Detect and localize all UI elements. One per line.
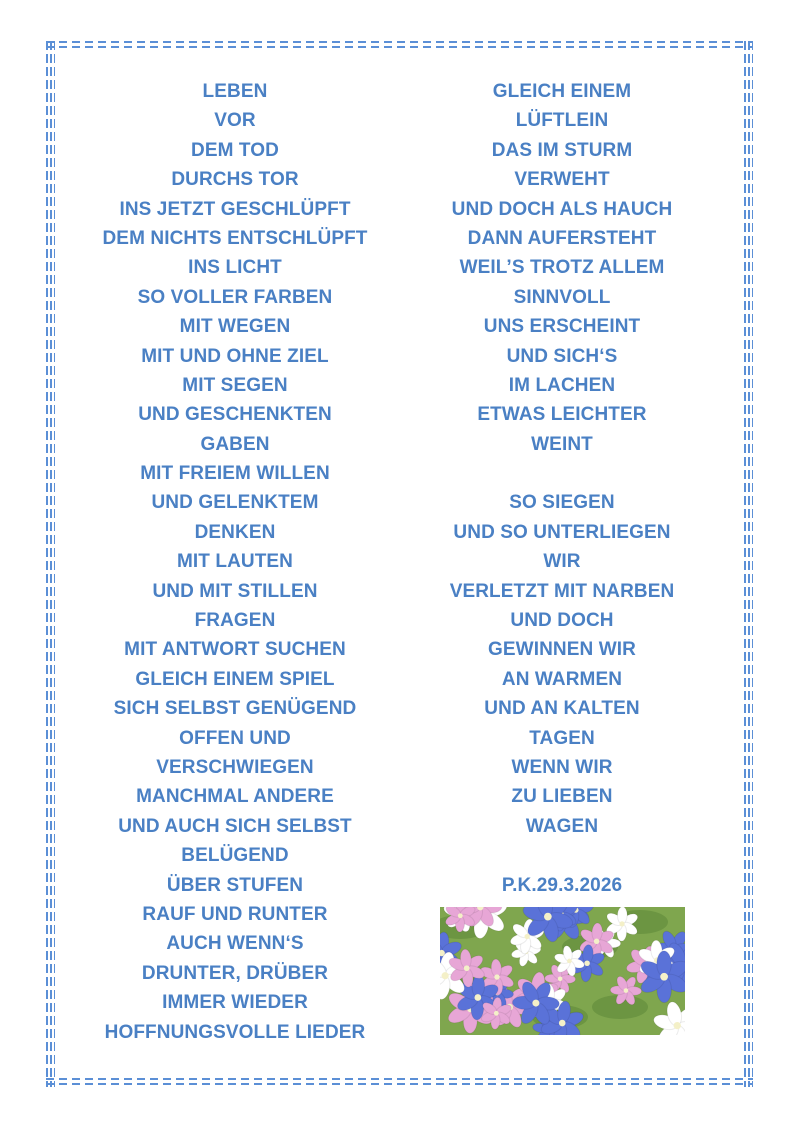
poem-line: VERLETZT MIT NARBEN	[449, 580, 675, 602]
poem-line: DENKEN	[194, 521, 276, 543]
poem-line: SICH SELBST GENÜGEND	[113, 698, 357, 720]
poem-line: MIT ANTWORT SUCHEN	[124, 639, 346, 661]
poem-line: GLEICH EINEM	[492, 81, 632, 102]
poem-line: UND AUCH SICH SELBST	[118, 815, 352, 837]
poem-line: SINNVOLL	[513, 286, 611, 308]
poem-line: GLEICH EINEM SPIEL	[135, 668, 335, 690]
poem-line: HOFFNUNGSVOLLE LIEDER	[104, 1021, 366, 1043]
poem-line: DURCHS TOR	[171, 169, 299, 191]
flower-photo	[440, 907, 685, 1035]
poem-line: MIT SEGEN	[182, 374, 288, 396]
poem-line: ZU LIEBEN	[511, 786, 613, 808]
poem-line: MANCHMAL ANDERE	[136, 786, 334, 808]
poem-line: UND GELENKTEM	[151, 492, 319, 514]
poem-line: GABEN	[200, 433, 270, 455]
poem-line: DEM NICHTS ENTSCHLÜPFT	[102, 227, 368, 249]
poem-line: UNS ERSCHEINT	[483, 316, 641, 338]
poem-line: OFFEN UND	[179, 727, 291, 749]
poem-line: DAS IM STURM	[491, 139, 633, 161]
poem-line	[412, 459, 712, 488]
poem-column-right	[412, 77, 712, 900]
poem-line: UND SO UNTERLIEGEN	[453, 521, 671, 543]
poem-line: UND DOCH ALS HAUCH	[451, 198, 673, 220]
poem-line: MIT UND OHNE ZIEL	[141, 345, 329, 367]
poem-line: WIR	[543, 551, 581, 573]
poem-line: IM LACHEN	[508, 374, 616, 396]
poem-line: MIT FREIEM WILLEN	[140, 463, 330, 485]
poem-line: SO SIEGEN	[509, 492, 615, 514]
poem-line: DRUNTER, DRÜBER	[141, 962, 329, 984]
poem-line: RAUF UND RUNTER	[142, 903, 328, 925]
poem-line: LÜFTLEIN	[515, 110, 609, 132]
border-bottom	[46, 1078, 753, 1087]
border-right	[744, 41, 753, 1087]
poem-line: ETWAS LEICHTER	[477, 404, 647, 426]
poem-line: DEM TOD	[191, 139, 279, 161]
poem-line: GEWINNEN WIR	[488, 639, 636, 661]
poem-line: LEBEN	[202, 81, 268, 102]
poem-line: IMMER WIEDER	[162, 992, 308, 1014]
poem-line: MIT LAUTEN	[176, 551, 294, 573]
poem-line: WENN WIR	[511, 756, 613, 778]
poem-line: WAGEN	[525, 815, 599, 837]
poem-line: VERSCHWIEGEN	[156, 756, 314, 778]
poem-line: UND DOCH	[510, 610, 614, 632]
poem-line: BELÜGEND	[181, 845, 289, 867]
poem-line: P.K.29.3.2026	[501, 874, 623, 896]
poem-line: WEINT	[531, 433, 593, 455]
poem-line: UND SICH‘S	[506, 345, 618, 367]
poem-line	[412, 841, 712, 870]
poem-line: DANN AUFERSTEHT	[467, 227, 657, 249]
poem-line: FRAGEN	[194, 610, 276, 632]
border-left	[46, 41, 55, 1087]
poem-line: UND MIT STILLEN	[152, 580, 318, 602]
poem-line: VOR	[214, 110, 256, 132]
poem-line: INS LICHT	[188, 257, 282, 279]
poem-line: MIT WEGEN	[179, 316, 291, 338]
poem-line: WEIL’S TROTZ ALLEM	[459, 257, 665, 279]
border-top	[46, 41, 753, 50]
poem-column-left	[60, 77, 410, 1047]
poem-line: VERWEHT	[514, 169, 610, 191]
poem-line: ÜBER STUFEN	[166, 874, 304, 896]
poem-line: AUCH WENN‘S	[166, 933, 304, 955]
flower-image	[440, 907, 685, 1035]
poem-line: UND GESCHENKTEN	[138, 404, 332, 426]
poem-line: TAGEN	[529, 727, 595, 749]
poem-line: SO VOLLER FARBEN	[137, 286, 333, 308]
poem-line: INS JETZT GESCHLÜPFT	[119, 198, 351, 220]
poem-line: UND AN KALTEN	[484, 698, 640, 720]
poem-line: AN WARMEN	[501, 668, 623, 690]
